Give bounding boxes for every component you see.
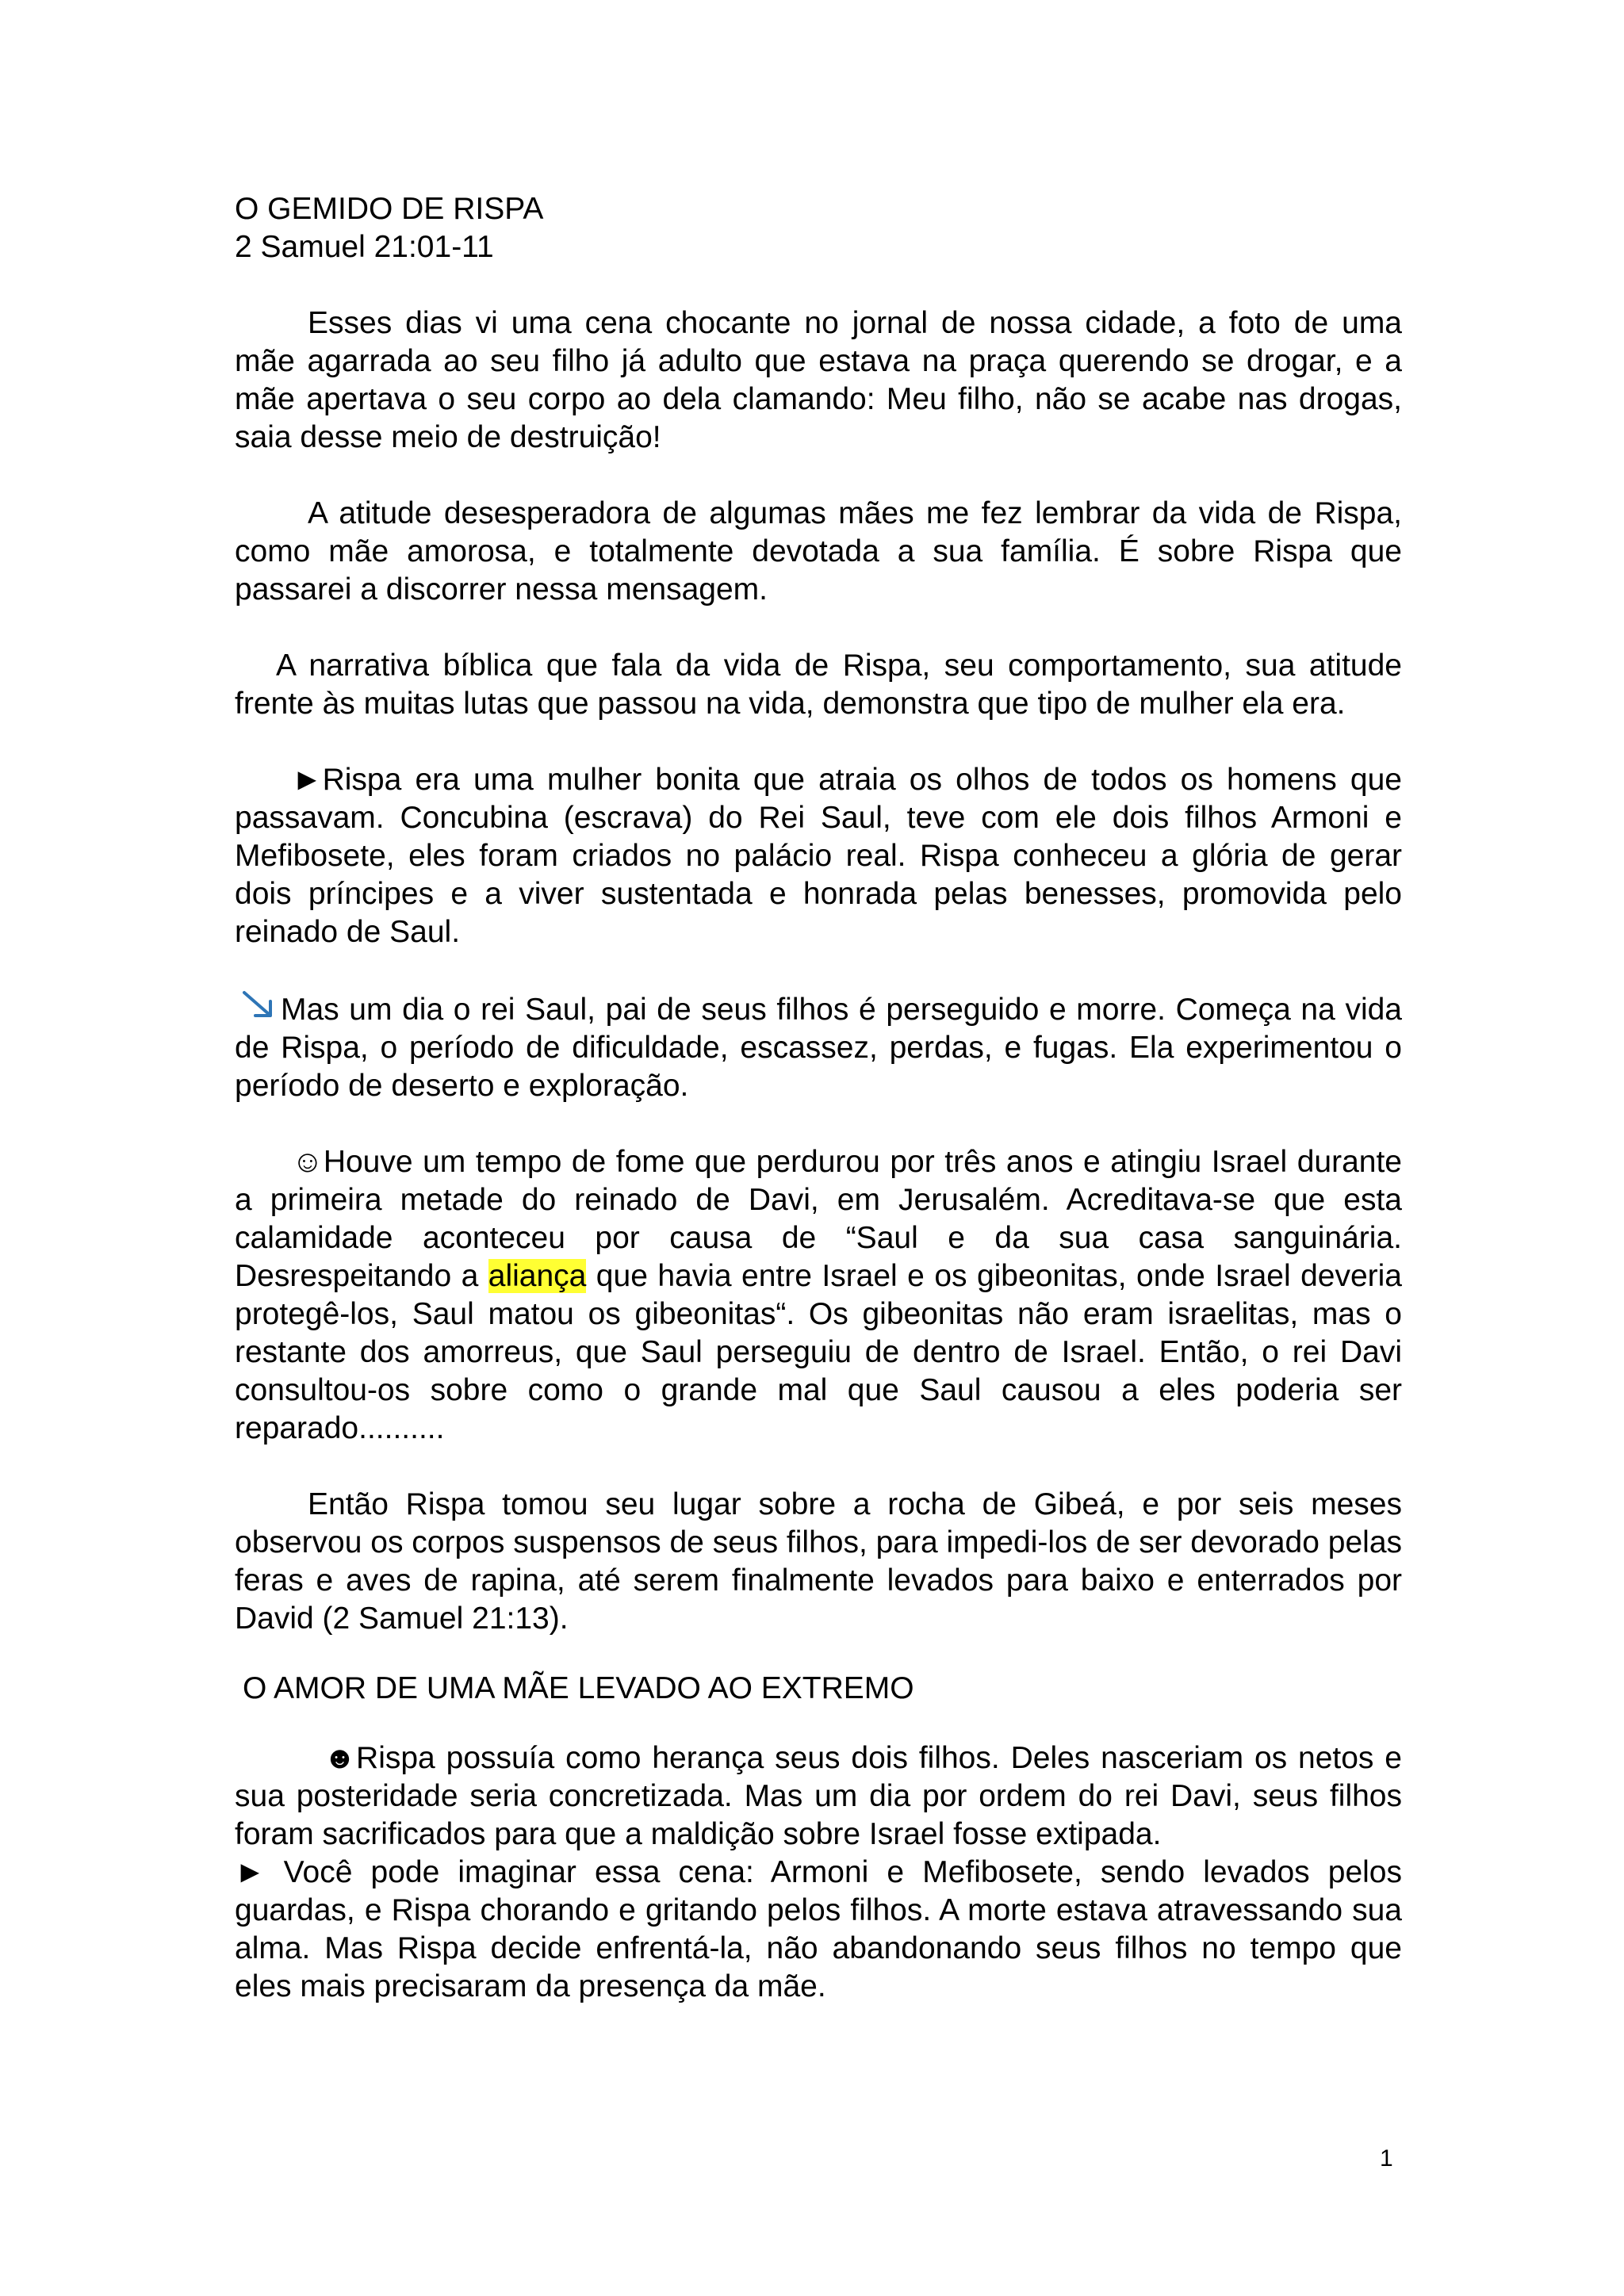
paragraph-6 — [235, 1143, 1402, 1448]
highlighted-word: aliança — [488, 1259, 587, 1293]
paragraph-4: ►Rispa era uma mulher bonita que atraia os olhos de todos os homens que passavam. Concubina (escrava) do Rei Saul, teve com ele dois filhos Armoni e Mefibosete, eles foram criados no palácio real. Rispa conheceu a glória de gerar dois príncipes e a viver sustentada e honrada pelas benesses, promovida pelo reinado de Saul. — [235, 763, 1402, 949]
paragraph-9: ► Você pode imaginar essa cena: Armoni e Mefibosete, sendo levados pelos guardas, e Rispa chorando e gritando pelos filhos. A morte estava atravessando sua alma. Mas Rispa decide enfrentá-la, não abandonando seus filhos no tempo que eles mais precisaram da presença da mãe. — [235, 1855, 1402, 2003]
arrow-down-right-icon — [239, 989, 281, 1023]
paragraph-8: ☻Rispa possuía como herança seus dois filhos. Deles nasceriam os netos e sua posteridade seria concretizada. Mas um dia por ordem do rei Davi, seus filhos foram sacrificados para que a maldição sobre Israel fosse extipada. — [235, 1741, 1402, 1851]
paragraph-2: A atitude desesperadora de algumas mães me fez lembrar da vida de Rispa, como mãe amorosa, e totalmente devotada a sua família. É sobre Rispa que passarei a discorrer nessa mensagem. — [235, 496, 1402, 607]
paragraph-1: Esses dias vi uma cena chocante no jornal de nossa cidade, a foto de uma mãe agarrada ao seu filho já adulto que estava na praça querendo se drogar, e a mãe apertava o seu corpo ao dela clamando: Meu filho, não se acabe nas drogas, saia desse meio de destruição! — [235, 306, 1402, 454]
document-page — [235, 190, 1402, 2006]
paragraph-7: Então Rispa tomou seu lugar sobre a rocha de Gibeá, e por seis meses observou os corpos suspensos de seus filhos, para impedi-los de ser devorado pelas feras e aves de rapina, até serem finalmente levados para baixo e enterrados por David (2 Samuel 21:13). — [235, 1487, 1403, 1636]
section-heading: O AMOR DE UMA MÃE LEVADO AO EXTREMO — [243, 1671, 914, 1705]
page-number: 1 — [1380, 2145, 1393, 2172]
paragraph-6-text-end: que havia entre Israel e os gibeonitas, onde Israel deveria protegê-los, Saul matou os gibeonitas“. Os gibeonitas não eram israelitas, mas o restante dos amorreus, que Saul perseguiu de dentro de Israel. Então, o rei Davi consultou-os sobre como o grande mal que Saul causou a eles poderia ser reparado.......... — [235, 1259, 1402, 1445]
scripture-reference: 2 Samuel 21:01-11 — [235, 230, 494, 264]
paragraph-6-text-start: ☺Houve um tempo de fome que perdurou por três anos e atingiu Israel durante a primeira metade do reinado de Davi, em Jerusalém. Acreditava-se que esta calamidade aconteceu por causa de “Saul e da sua casa sanguinária. Desrespeitando a — [235, 1145, 1402, 1293]
document-title: O GEMIDO DE RISPA — [235, 192, 544, 226]
paragraph-5-text: Mas um dia o rei Saul, pai de seus filhos é perseguido e morre. Começa na vida de Rispa, o período de dificuldade, escassez, perdas, e fugas. Ela experimentou o período de deserto e exploração. — [235, 993, 1402, 1103]
paragraph-5 — [235, 989, 1402, 1105]
paragraph-3: A narrativa bíblica que fala da vida de Rispa, seu comportamento, sua atitude frente às muitas lutas que passou na vida, demonstra que tipo de mulher ela era. — [235, 649, 1402, 721]
